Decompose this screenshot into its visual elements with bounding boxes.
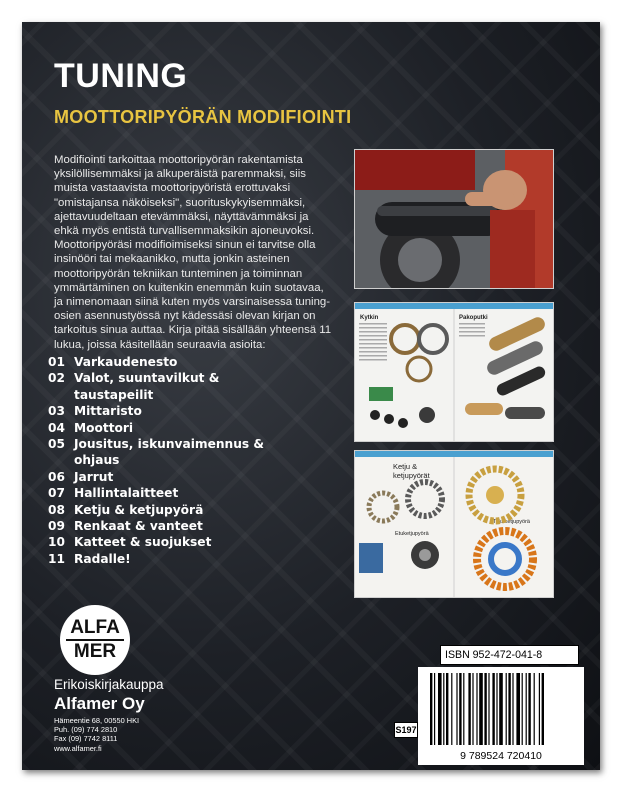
chapter-title: Hallintalaitteet [74,486,179,501]
book-spread-chain-sprockets [354,450,554,598]
chapter-item [48,469,264,485]
chapter-title: Valot, suuntavilkut & [74,371,220,386]
isbn-number: ISBN 952-472-041-8 [445,649,543,661]
mechanic-exhaust-illustration [355,150,553,288]
chapter-list [48,354,264,567]
chapter-item [48,370,264,386]
chapter-title: Renkaat & vanteet [74,519,203,534]
ean-barcode [418,667,584,765]
chapter-title-continued: ohjaus [74,453,120,468]
spread-title-line2: ketjupyörät [393,471,430,480]
sprocket-label-front: Etuketjupyörä [395,531,429,537]
intro-line: osien asennustyössä nyt kädessäsi olevan kirjan on [54,310,316,323]
intro-line: insinööri tai mekaanikko, mutta jonkin asteinen [54,253,290,266]
sprocket-label-rear: Takaketjupyörä [493,519,530,525]
intro-text [54,153,344,352]
chapter-item [48,436,264,452]
intro-line: lukua, joissa käsitellään seuraavia asioita: [54,338,266,351]
chain-spread-illustration [355,451,553,597]
publisher-name: Alfamer Oy [54,694,145,713]
chapter-number: 05 [48,437,65,452]
intro-line: "omistajansa näköiseksi", suorituskykyisemmäksi, [54,196,306,209]
intro-line: moottoripyörän tekniikan tunteminen ja toiminnan [54,267,303,280]
chapter-number: 02 [48,371,65,386]
chapter-title-continued: taustapeilit [74,387,154,402]
book-back-cover [22,22,600,770]
chapter-title: Ketju & ketjupyörä [74,502,204,517]
spread-left-heading: Kytkin [360,315,379,321]
chapter-title: Mittaristo [74,404,142,419]
chapter-number: 01 [48,355,65,369]
intro-line: muista vastaavista moottoripyöristä erottuvaksi [54,182,291,195]
chapter-item [48,403,264,419]
mechanic-exhaust-photo [354,149,554,289]
chapter-number: 07 [48,486,65,501]
intro-line: ehkä myös entistä turvallisemmaksikin ajoneuvoksi. [54,225,315,238]
address-line: Hämeentie 68, 00550 HKI [54,716,140,725]
chapter-item [48,518,264,534]
chapter-number: 04 [48,420,65,435]
chapter-number: 08 [48,502,65,517]
address-line: www.alfamer.fi [54,743,102,753]
intro-line: ajettavuudeltaan etevämmäksi, näyttävämmäksi ja [54,210,309,223]
barcode-bars [430,673,544,745]
address-line: Puh. (09) 774 2810 [54,725,118,735]
chapter-item [48,420,264,436]
chapter-item [48,502,264,518]
logo-line2: MER [73,641,117,662]
chapter-number: 11 [48,551,65,566]
intro-line: tarkoitus sinua auttaa. Kirja pitää sisällään yhteensä 11 [54,324,332,337]
chapter-number: 10 [48,535,65,550]
chapter-number: 03 [48,404,65,419]
chapter-title: Jousitus, iskunvaimennus & [74,437,265,452]
intro-line: ja nimenomaan siinä kuten myös varsinaisessa tuning- [54,296,331,309]
chapter-number: 09 [48,519,65,534]
chapter-item [48,485,264,501]
book-title: TUNING [54,57,188,95]
chapter-item [48,551,264,567]
chapter-title: Varkaudenesto [74,355,178,369]
alfamer-logo [60,605,130,675]
logo-line1: ALFA [70,617,120,638]
product-code-label: S197 [394,722,418,738]
chapter-number: 06 [48,469,65,484]
intro-line: ymmärtäminen on kuitenkin enemmän kuin suotavaa, [54,281,324,294]
chapter-title: Katteet & suojukset [74,535,212,550]
intro-line: yksilöllisemmäksi ja alkuperäistä paremmaksi, siis [54,168,306,181]
intro-line: Modifiointi tarkoittaa moottoripyörän rakentamista [54,154,303,166]
chapter-item-continued [48,452,264,468]
book-spread-clutch-exhaust [354,302,554,442]
chapter-title: Radalle! [74,551,131,566]
spread-right-heading: Pakoputki [459,315,488,321]
barcode-panel [418,667,584,765]
chapter-item [48,534,264,550]
publisher-tagline: Erikoiskirjakauppa [54,677,164,692]
address-line: Fax (09) 7742 8111 [54,734,118,744]
intro-line: Moottoripyöräsi modifioimiseksi sinun ei tarvitse olla [54,239,316,252]
chapter-item [48,354,264,370]
chapter-title: Moottori [74,420,134,435]
publisher-address [54,716,139,753]
barcode-digits: 9 789524 720410 [460,750,542,762]
book-spread-illustration [355,303,553,441]
book-subtitle: MOOTTORIPYÖRÄN MODIFIOINTI [54,107,352,127]
chapter-title: Jarrut [74,469,114,484]
isbn-box [440,645,579,665]
spread-title-line1: Ketju & [393,462,418,471]
chapter-item-continued [48,387,264,403]
